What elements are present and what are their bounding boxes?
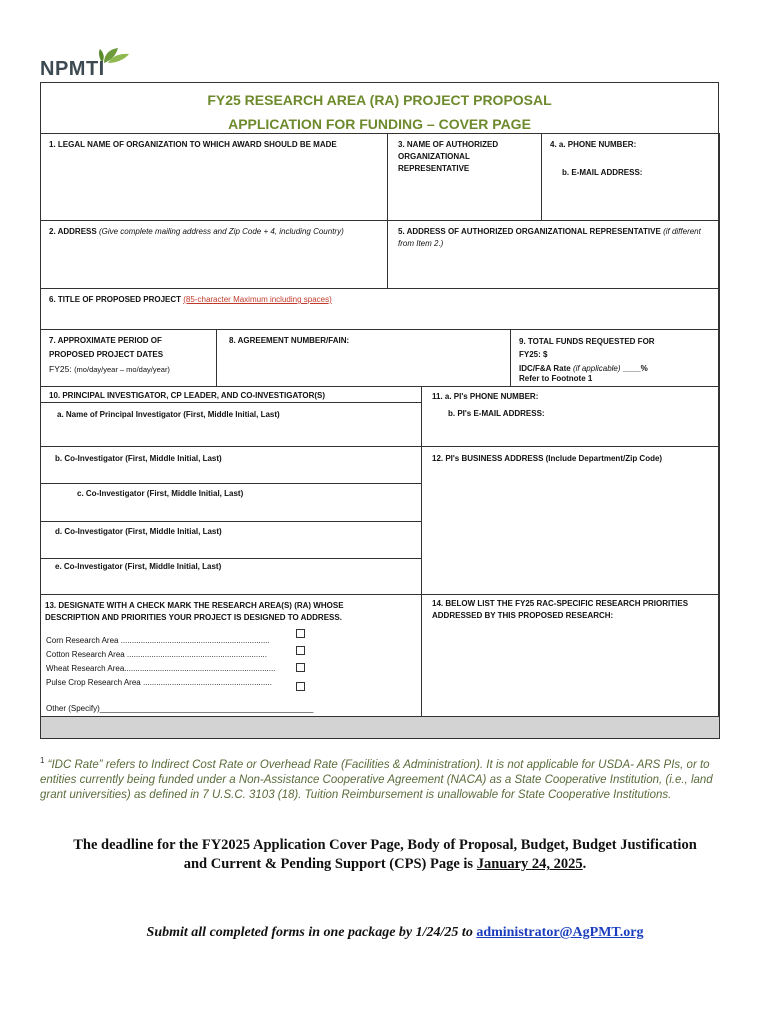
field-address[interactable]: 2. ADDRESS (Give complete mailing address and Zip Code + 4, including Country) xyxy=(40,220,388,289)
form-title-line1: FY25 RESEARCH AREA (RA) PROJECT PROPOSAL xyxy=(207,92,552,108)
research-area-pulse: Pulse Crop Research Area .......................................................... xyxy=(46,678,272,687)
checkbox-pulse[interactable] xyxy=(296,682,305,691)
research-area-corn: Corn Research Area ................................................................... xyxy=(46,636,270,645)
research-area-cotton: Cotton Research Area ............................................................... xyxy=(46,650,267,659)
field-co-investigator-c[interactable]: c. Co-Investigator (First, Middle Initial, Last) xyxy=(40,483,422,522)
deadline-date: January 24, 2025 xyxy=(476,856,583,872)
field-rep-phone: 4. a. PHONE NUMBER: xyxy=(550,140,637,149)
npmti-logo xyxy=(40,46,140,82)
field-agreement-number[interactable]: 8. AGREEMENT NUMBER/FAIN: xyxy=(216,329,511,387)
field-rep-email: b. E-MAIL ADDRESS: xyxy=(562,168,643,177)
logo-text: NPMTI xyxy=(40,58,105,80)
field-research-priorities[interactable]: 14. BELOW LIST THE FY25 RAC-SPECIFIC RESEARCH PRIORITIES ADDRESSED BY THIS PROPOSED RESEARCH: xyxy=(421,594,720,717)
checkbox-cotton[interactable] xyxy=(296,646,305,655)
field-pi-business-address[interactable]: 12. PI's BUSINESS ADDRESS (Include Department/Zip Code) xyxy=(421,446,720,595)
deadline-notice: The deadline for the FY2025 Application Cover Page, Body of Proposal, Budget, Budget Justification and Current & Pending Support (CPS) Page is January 24, 2025. xyxy=(73,837,697,872)
field-project-title[interactable]: 6. TITLE OF PROPOSED PROJECT (85-character Maximum including spaces) xyxy=(40,288,720,330)
field-research-areas: 13. DESIGNATE WITH A CHECK MARK THE RESEARCH AREA(S) (RA) WHOSE DESCRIPTION AND PRIORITIES YOUR PROJECT IS DESIGNED TO ADDRESS. Corn Research Area ................................................................... Cotton Research Area ............................................................... Wheat Research Area.................................................................... Pulse Crop Research Area .......................................................... Other (Specify)________________________________________________ xyxy=(40,594,422,717)
footnote xyxy=(40,753,740,803)
field-pi-header: 10. PRINCIPAL INVESTIGATOR, CP LEADER, AND CO-INVESTIGATOR(S) xyxy=(40,386,422,403)
field-pi-name[interactable]: a. Name of Principal Investigator (First, Middle Initial, Last) xyxy=(40,402,422,447)
field-rep-phone-email[interactable] xyxy=(541,133,720,221)
submit-email-link[interactable]: administrator@AgPMT.org xyxy=(476,925,644,940)
footnote-text: “IDC Rate” refers to Indirect Cost Rate or Overhead Rate (Facilities & Administration). It is not applicable for USDA- ARS PIs, or to entities currently being funded under a Non-Assistance Cooperative Agreement (NACA) as a State Cooperative Institution, (i.e., land grant universities) as defined in 7 U.S.C. 3103 (18). Tuition Reimbursement is unallowable for State Cooperative Institutions. xyxy=(40,758,713,801)
field-pi-phone: 11. a. PI's PHONE NUMBER: xyxy=(432,392,539,401)
cover-page-form xyxy=(40,82,719,738)
field-co-investigator-d[interactable]: d. Co-Investigator (First, Middle Initial, Last) xyxy=(40,521,422,559)
form-bottom-bar xyxy=(40,716,720,739)
field-rep-address[interactable]: 5. ADDRESS OF AUTHORIZED ORGANIZATIONAL REPRESENTATIVE (if different from Item 2.) xyxy=(387,220,720,289)
research-area-wheat: Wheat Research Area.................................................................... xyxy=(46,664,276,673)
checkbox-wheat[interactable] xyxy=(296,663,305,672)
field-pi-phone-email[interactable] xyxy=(421,386,720,447)
research-area-other[interactable]: Other (Specify)________________________________________________ xyxy=(46,704,314,713)
field-total-funds[interactable]: 9. TOTAL FUNDS REQUESTED FOR FY25: $ IDC/F&A Rate (if applicable) ____% Refer to Footnote 1 xyxy=(510,329,720,387)
field-project-period[interactable]: 7. APPROXIMATE PERIOD OF PROPOSED PROJECT DATES FY25: (mo/day/year – mo/day/year) xyxy=(40,329,217,387)
field-legal-name[interactable]: 1. LEGAL NAME OF ORGANIZATION TO WHICH AWARD SHOULD BE MADE xyxy=(40,133,388,221)
checkbox-corn[interactable] xyxy=(296,629,305,638)
field-authorized-rep-name[interactable]: 3. NAME OF AUTHORIZED ORGANIZATIONAL REPRESENTATIVE xyxy=(387,133,542,221)
form-title-line2: APPLICATION FOR FUNDING – COVER PAGE xyxy=(228,116,531,132)
footnote-mark: 1 xyxy=(40,756,45,765)
field-co-investigator-e[interactable]: e. Co-Investigator (First, Middle Initial, Last) xyxy=(40,558,422,595)
field-pi-email: b. PI's E-MAIL ADDRESS: xyxy=(448,409,545,418)
submit-instructions: Submit all completed forms in one package by 1/24/25 to administrator@AgPMT.org xyxy=(146,925,644,940)
field-co-investigator-b[interactable]: b. Co-Investigator (First, Middle Initial, Last) xyxy=(40,446,422,484)
